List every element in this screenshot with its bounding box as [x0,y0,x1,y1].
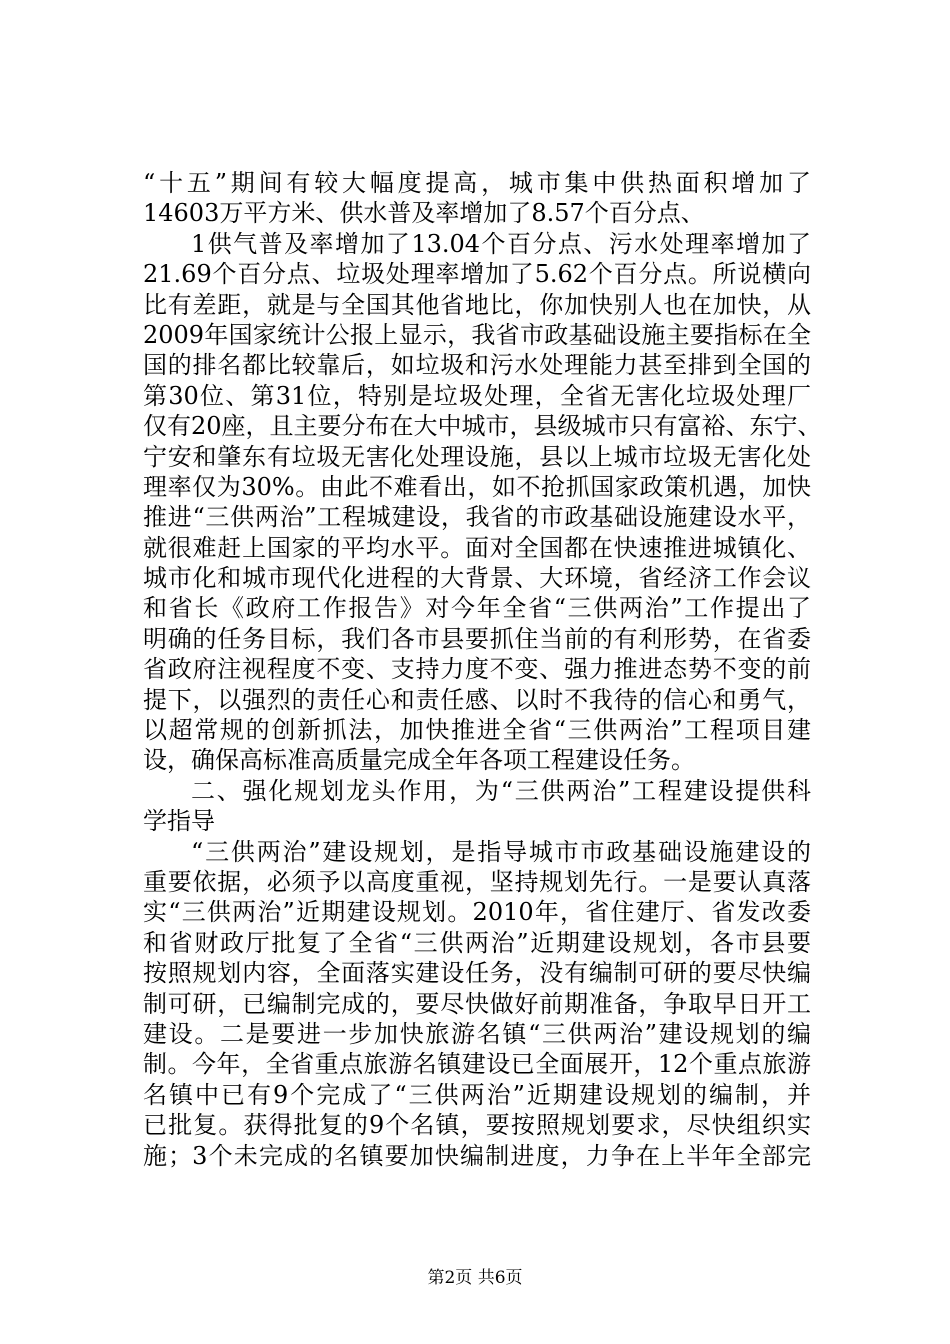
text-line: 按照规划内容，全面落实建设任务，没有编制可研的要尽快编 [143,959,811,988]
text-line: 提下，以强烈的责任心和责任感、以时不我待的信心和勇气， [143,685,811,714]
text-line: 制可研，已编制完成的，要尽快做好前期准备，争取早日开工 [143,989,811,1018]
text-line: 第30位、第31位，特别是垃圾处理，全省无害化垃圾处理厂 [143,381,811,410]
text-line: 重要依据，必须予以高度重视，坚持规划先行。一是要认真落 [143,867,811,896]
text-line: 城市化和城市现代化进程的大背景、大环境，省经济工作会议 [143,564,811,593]
text-line: 理率仅为30%。由此不难看出，如不抢抓国家政策机遇，加快 [143,472,811,501]
text-line: 制。今年，全省重点旅游名镇建设已全面展开，12个重点旅游 [143,1050,811,1079]
text-line: 仅有20座，且主要分布在大中城市，县级城市只有富裕、东宁、 [143,412,822,441]
text-line: 明确的任务目标，我们各市县要抓住当前的有利形势，在省委 [143,624,811,653]
text-line: 宁安和肇东有垃圾无害化处理设施，县以上城市垃圾无害化处 [143,442,811,471]
document-body [143,168,822,1171]
text-line: “三供两治”建设规划，是指导城市市政基础设施建设的 [191,837,811,866]
text-line: 14603万平方米、供水普及率增加了8.57个百分点、 [143,199,705,228]
text-line: 设，确保高标准高质量完成全年各项工程建设任务。 [143,746,695,775]
text-line: 21.69个百分点、垃圾处理率增加了5.62个百分点。所说横向 [143,260,811,289]
text-line: 实“三供两治”近期建设规划。2010年，省住建厅、省发改委 [143,898,811,927]
text-line: 和省长《政府工作报告》对今年全省“三供两治”工作提出了 [143,594,811,623]
page-footer: 第2页 共6页 [427,1268,523,1288]
text-line: “十五”期间有较大幅度提高，城市集中供热面积增加了 [143,169,811,197]
text-line: 以超常规的创新抓法，加快推进全省“三供两治”工程项目建 [143,716,811,745]
text-line: 2009年国家统计公报上显示，我省市政基础设施主要指标在全 [143,320,811,349]
text-line: 推进“三供两治”工程城建设，我省的市政基础设施建设水平， [143,503,811,532]
text-line: 学指导 [143,807,215,836]
text-line: 就很难赶上国家的平均水平。面对全国都在快速推进城镇化、 [143,533,811,562]
text-line: 施；3个未完成的名镇要加快编制进度，力争在上半年全部完 [143,1141,811,1170]
text-line: 和省财政厅批复了全省“三供两治”近期建设规划，各市县要 [143,928,811,957]
text-line: 建设。二是要进一步加快旅游名镇“三供两治”建设规划的编 [143,1019,811,1048]
text-line: 比有差距，就是与全国其他省地比，你加快别人也在加快，从 [143,290,811,319]
text-line: 国的排名都比较靠后，如垃圾和污水处理能力甚至排到全国的 [143,351,811,380]
text-line: 已批复。获得批复的9个名镇，要按照规划要求，尽快组织实 [143,1111,811,1140]
text-line: 省政府注视程度不变、支持力度不变、强力推进态势不变的前 [143,655,811,684]
text-line: 名镇中已有9个完成了“三供两治”近期建设规划的编制，并 [143,1080,811,1109]
text-line: 1供气普及率增加了13.04个百分点、污水处理率增加了 [191,229,811,258]
text-line: 二、强化规划龙头作用，为“三供两治”工程建设提供科 [191,776,811,805]
